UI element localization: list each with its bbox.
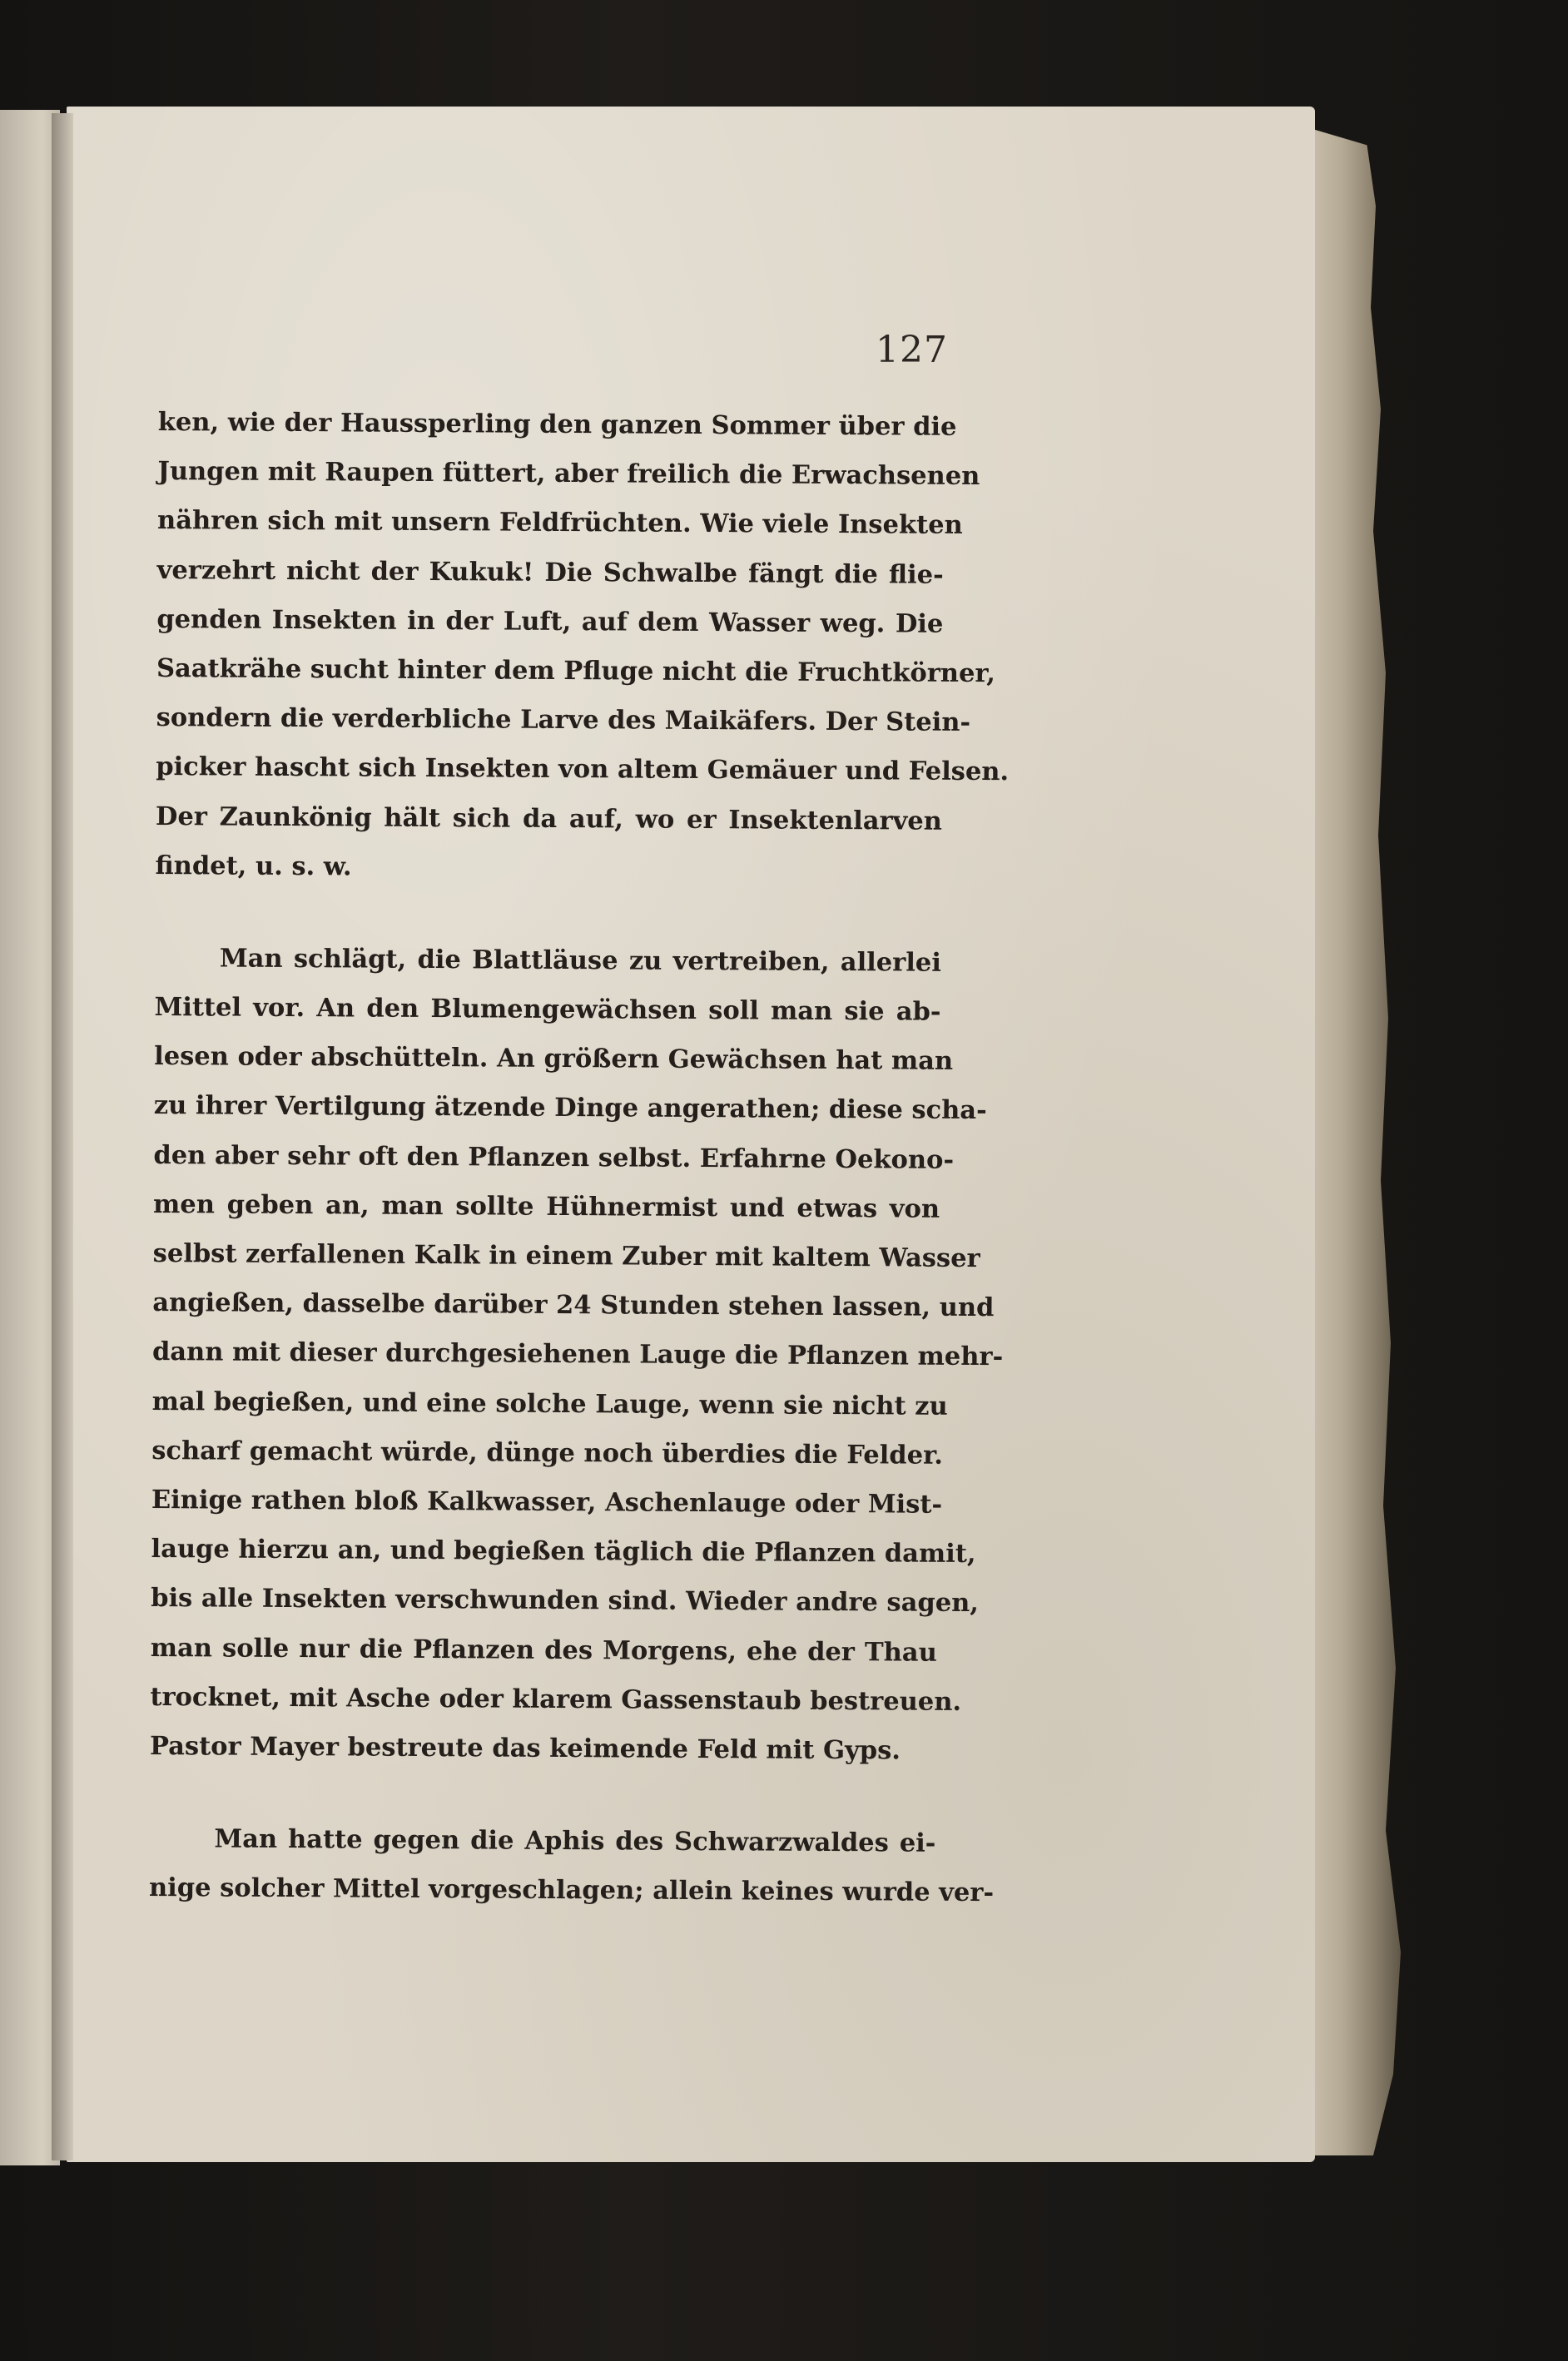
paragraph bbox=[149, 934, 1004, 1776]
text-line: Einige rathen bloß Kalkwasser, Aschenlauge oder Mist- bbox=[151, 1484, 943, 1520]
text-line: angießen, dasselbe darüber 24 Stunden stehen lassen, und bbox=[152, 1287, 995, 1323]
text-line: findet, u. s. w. bbox=[155, 850, 352, 882]
text-line: ken, wie der Haussperling den ganzen Sommer über die bbox=[157, 406, 957, 442]
text-line: scharf gemacht würde, dünge noch überdies die Felder. bbox=[151, 1435, 944, 1471]
paragraph-gap bbox=[150, 1771, 936, 1819]
paragraph bbox=[148, 1814, 995, 1917]
page-text bbox=[148, 398, 1010, 1917]
text-line: nähren sich mit unsern Feldfrüchten. Wie viele Insekten bbox=[156, 505, 963, 541]
text-line: bis alle Insekten verschwunden sind. Wieder andre sagen, bbox=[151, 1583, 980, 1619]
text-line: genden Insekten in der Luft, auf dem Wasser weg. Die bbox=[156, 603, 944, 639]
paragraph-gap bbox=[155, 890, 941, 939]
text-line: dann mit dieser durchgesiehenen Lauge die Pflanzen mehr- bbox=[151, 1337, 1004, 1372]
text-line: mal begießen, und eine solche Lauge, wenn sie nicht zu bbox=[151, 1386, 948, 1421]
text-line: Man hatte gegen die Aphis des Schwarzwaldes ei- bbox=[214, 1823, 936, 1858]
text-line: Pastor Mayer bestreute das keimende Feld mit Gyps. bbox=[149, 1730, 901, 1766]
text-line: men geben an, man sollte Hühnermist und etwas von bbox=[152, 1188, 940, 1224]
text-line: Der Zaunkönig hält sich da auf, wo er Insektenlarven bbox=[155, 801, 943, 836]
text-line: Jungen mit Raupen füttert, aber freilich die Erwachsenen bbox=[157, 456, 980, 492]
text-line: zu ihrer Vertilgung ätzende Dinge angerathen; diese scha- bbox=[153, 1090, 987, 1126]
paragraph bbox=[155, 398, 1010, 895]
text-line: Mittel vor. An den Blumengewächsen soll man sie ab- bbox=[154, 992, 941, 1027]
text-line: lauge hierzu an, und begießen täglich die Pflanzen damit, bbox=[151, 1534, 976, 1570]
text-line: lesen oder abschütteln. An größern Gewächsen hat man bbox=[154, 1041, 954, 1077]
text-line: selbst zerfallenen Kalk in einem Zuber mit kaltem Wasser bbox=[152, 1238, 980, 1274]
text-line: picker hascht sich Insekten von altem Gemäuer und Felsen. bbox=[156, 751, 1010, 787]
book-gutter bbox=[52, 113, 73, 2160]
text-line: trocknet, mit Asche oder klarem Gassenstaub bestreuen. bbox=[150, 1681, 962, 1717]
text-line: den aber sehr oft den Pflanzen selbst. Erfahrne Oekono- bbox=[153, 1139, 955, 1175]
text-line: nige solcher Mittel vorgeschlagen; allein keines wurde ver- bbox=[148, 1872, 995, 1908]
text-line: man solle nur die Pflanzen des Morgens, ehe der Thau bbox=[150, 1632, 937, 1668]
text-line: Saatkrähe sucht hinter dem Pfluge nicht die Fruchtkörner, bbox=[156, 652, 996, 689]
text-line: Man schlägt, die Blattläuse zu vertreiben, allerlei bbox=[219, 943, 941, 978]
text-line: sondern die verderbliche Larve des Maikäfers. Der Stein- bbox=[156, 702, 971, 738]
text-line: verzehrt nicht der Kukuk! Die Schwalbe fängt die flie- bbox=[156, 554, 944, 590]
page-number: 127 bbox=[876, 329, 948, 371]
